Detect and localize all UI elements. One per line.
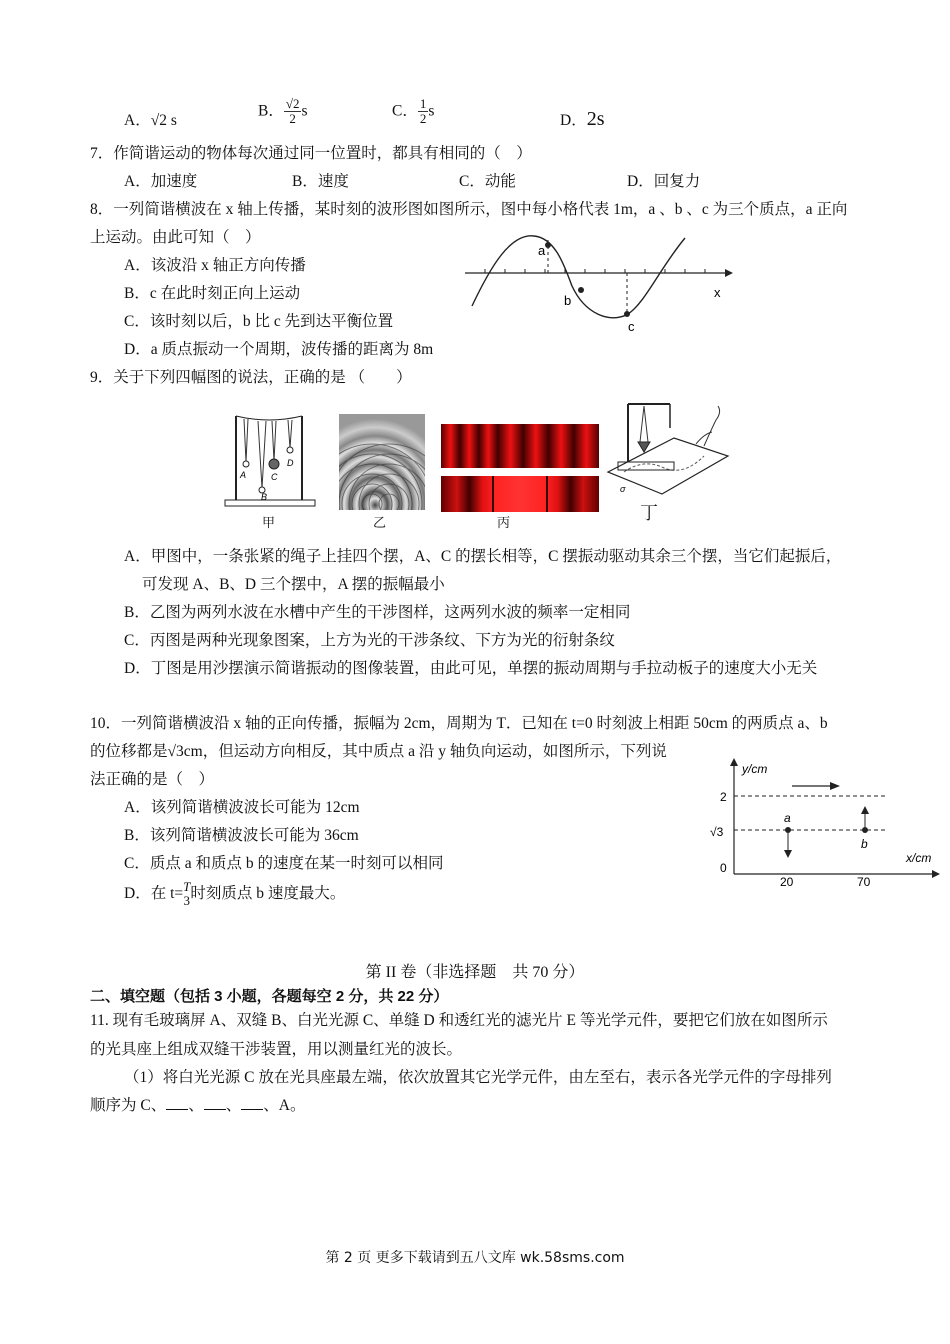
q8-label-x: x [714, 285, 721, 300]
q10-option-a: A．该列简谐横波波长可能为 12cm [124, 799, 360, 816]
svg-text:√3: √3 [710, 825, 724, 839]
part2-title: 第 II 卷（非选择题 共 70 分） [365, 964, 585, 981]
svg-text:2: 2 [720, 790, 727, 804]
q7-option-d: D．回复力 [627, 173, 701, 190]
q10-stem-1: 10．一列简谐横波沿 x 轴的正向传播，振幅为 2cm，周期为 T．已知在 t=0 时刻波上相距 50cm 的两质点 a、b [90, 715, 828, 732]
q9-stem: 9．关于下列四幅图的说法，正确的是 （ ） [90, 369, 412, 386]
q7-option-c: C．动能 [459, 173, 516, 190]
q11-stem-2: 的光具座上组成双缝干涉装置，用以测量红光的波长。 [90, 1041, 463, 1058]
q8-stem-2: 上运动。由此可知（ ） [90, 229, 261, 246]
q8-label-a: a [538, 243, 546, 258]
page-footer: 第 2 页 更多下载请到五八文库 wk.58sms.com [325, 1250, 625, 1266]
svg-text:D: D [287, 458, 294, 468]
q9-caption-ding: 丁 [640, 503, 658, 523]
svg-text:A: A [240, 470, 247, 480]
q6-option-a: A．√2 s [124, 112, 177, 129]
q7-option-b: B．速度 [292, 173, 349, 190]
answer-blank-3[interactable] [241, 1095, 263, 1110]
q7-stem: 7．作简谐运动的物体每次通过同一位置时，都具有相同的（ ） [90, 145, 532, 162]
svg-text:y/cm: y/cm [742, 762, 768, 776]
q10-stem-2: 的位移都是√3cm，但运动方向相反，其中质点 a 沿 y 轴负向运动，如图所示，下列说 [90, 743, 667, 760]
q9-figure-jia [222, 412, 318, 510]
svg-text:70: 70 [857, 875, 871, 889]
svg-text:σ: σ [620, 484, 626, 494]
q8-option-d: D．a 质点振动一个周期，波传播的距离为 8m [124, 341, 434, 358]
q10-stem-3: 法正确的是（ ） [90, 771, 215, 788]
q8-stem-1: 8．一列简谐横波在 x 轴上传播，某时刻的波形图如图所示，图中每小格代表 1m，a 、b 、c 为三个质点，a 正向 [90, 201, 848, 218]
answer-blank-2[interactable] [204, 1095, 226, 1110]
q8-option-b: B．c 在此时刻正向上运动 [124, 285, 301, 302]
q9-figure-bing [441, 424, 599, 512]
q8-label-c: c [628, 319, 635, 334]
q8-option-c: C．该时刻以后，b 比 c 先到达平衡位置 [124, 313, 394, 330]
q8-option-a: A．该波沿 x 轴正方向传播 [124, 257, 306, 274]
q10-option-c: C．质点 a 和质点 b 的速度在某一时刻可以相同 [124, 855, 444, 872]
q10-option-d: D．在 t= T 3 时刻质点 b 速度最大。 [124, 879, 346, 908]
svg-text:B: B [261, 492, 268, 502]
q9-option-d: D．丁图是用沙摆演示简谐振动的图像装置，由此可见，单摆的振动周期与手拉动板子的速度大小无关 [124, 660, 818, 677]
q9-option-b: B．乙图为两列水波在水槽中产生的干涉图样，这两列水波的频率一定相同 [124, 604, 631, 621]
q11-sub1-line2: 顺序为 C、 、 、 、A。 [90, 1097, 306, 1114]
q9-figure-ding [604, 398, 730, 502]
q9-option-c: C．丙图是两种光现象图案，上方为光的干涉条纹、下方为光的衍射条纹 [124, 632, 615, 649]
q7-option-a: A．加速度 [124, 173, 198, 190]
q6-option-c: C． $\frac{1}{2}$ s [392, 96, 435, 126]
q10-figure [708, 756, 944, 892]
q9-figure-yi [339, 414, 425, 510]
q10-option-b: B．该列简谐横波波长可能为 36cm [124, 827, 359, 844]
q6-option-b: B． $\frac{√2}{2}$ s [258, 96, 308, 126]
answer-blank-1[interactable] [166, 1095, 188, 1110]
q8-wave-figure [460, 228, 735, 340]
q11-sub1-line1: （1）将白光光源 C 放在光具座最左端，依次放置其它光学元件，由左至右，表示各光学元件的字母排列 [124, 1069, 832, 1086]
svg-text:a: a [784, 811, 791, 825]
q9-caption-yi: 乙 [373, 515, 387, 530]
q8-label-b: b [564, 293, 572, 308]
q9-caption-bing: 丙 [497, 515, 511, 530]
svg-text:b: b [861, 837, 868, 851]
svg-text:20: 20 [780, 875, 794, 889]
q9-caption-jia: 甲 [262, 515, 276, 530]
section-2-header: 二、填空题（包括 3 小题，各题每空 2 分，共 22 分） [90, 988, 449, 1005]
q9-option-a-1: A．甲图中，一条张紧的绳子上挂四个摆，A、C 的摆长相等，C 摆振动驱动其余三个摆，当它们起振后， [124, 548, 842, 565]
q6-option-d: D．2s [560, 108, 605, 130]
q9-option-a-2: 可发现 A、B、D 三个摆中，A 摆的振幅最小 [142, 576, 445, 593]
svg-text:x/cm: x/cm [906, 851, 932, 865]
svg-text:C: C [271, 472, 278, 482]
q11-stem-1: 11. 现有毛玻璃屏 A、双缝 B、白光光源 C、单缝 D 和透红光的滤光片 E 等光学元件，要把它们放在如图所示 [90, 1012, 828, 1029]
svg-text:0: 0 [720, 861, 727, 875]
